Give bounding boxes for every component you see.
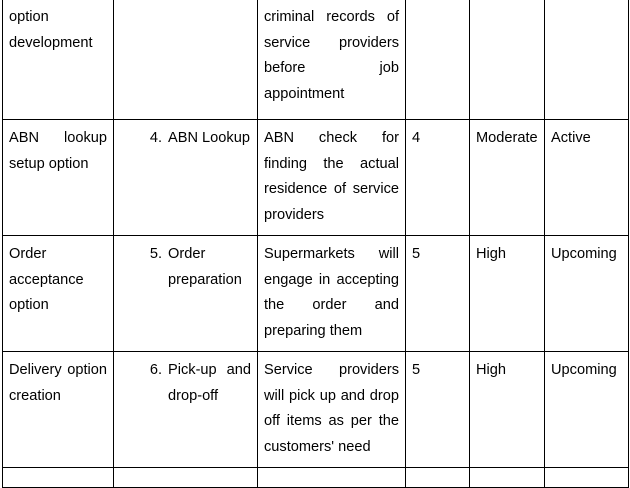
estimate-cell bbox=[406, 468, 470, 488]
item-cell bbox=[114, 236, 258, 352]
description-cell bbox=[258, 468, 406, 488]
status-cell bbox=[545, 0, 629, 120]
table-row bbox=[3, 120, 629, 236]
item-number: 5. bbox=[149, 246, 162, 262]
priority-cell: Moderate bbox=[470, 120, 545, 236]
item-name: Pick-up and drop-off bbox=[168, 362, 251, 404]
item-cell bbox=[114, 120, 258, 236]
description-cell: Service providers will pick up and drop off items as per the customers' need bbox=[258, 352, 406, 468]
table-row bbox=[3, 0, 629, 120]
estimate-cell bbox=[406, 0, 470, 120]
priority-cell: High bbox=[470, 236, 545, 352]
estimate-cell: 4 bbox=[406, 120, 470, 236]
item-cell bbox=[114, 352, 258, 468]
description-cell: ABN check for finding the actual residence of service providers bbox=[258, 120, 406, 236]
feature-cell: Delivery option creation bbox=[3, 352, 114, 468]
feature-cell: option development bbox=[3, 0, 114, 120]
status-cell bbox=[545, 468, 629, 488]
item-cell bbox=[114, 468, 258, 488]
feature-cell bbox=[3, 468, 114, 488]
item-cell bbox=[114, 0, 258, 120]
description-cell: Supermarkets will engage in accepting the order and preparing them bbox=[258, 236, 406, 352]
table-row bbox=[3, 468, 629, 488]
estimate-cell: 5 bbox=[406, 352, 470, 468]
table-row bbox=[3, 352, 629, 468]
item-number: 4. bbox=[149, 130, 162, 146]
estimate-cell: 5 bbox=[406, 236, 470, 352]
status-cell: Upcoming bbox=[545, 236, 629, 352]
description-cell: criminal records of service providers before job appointment bbox=[258, 0, 406, 120]
item-name: Order preparation bbox=[168, 246, 242, 288]
feature-cell: Order acceptance option bbox=[3, 236, 114, 352]
status-cell: Upcoming bbox=[545, 352, 629, 468]
priority-cell bbox=[470, 468, 545, 488]
priority-cell: High bbox=[470, 352, 545, 468]
item-number: 6. bbox=[149, 362, 162, 378]
feature-cell: ABN lookup setup option bbox=[3, 120, 114, 236]
item-name: ABN Lookup bbox=[168, 130, 250, 146]
table-row bbox=[3, 236, 629, 352]
feature-table bbox=[2, 0, 629, 488]
priority-cell bbox=[470, 0, 545, 120]
status-cell: Active bbox=[545, 120, 629, 236]
